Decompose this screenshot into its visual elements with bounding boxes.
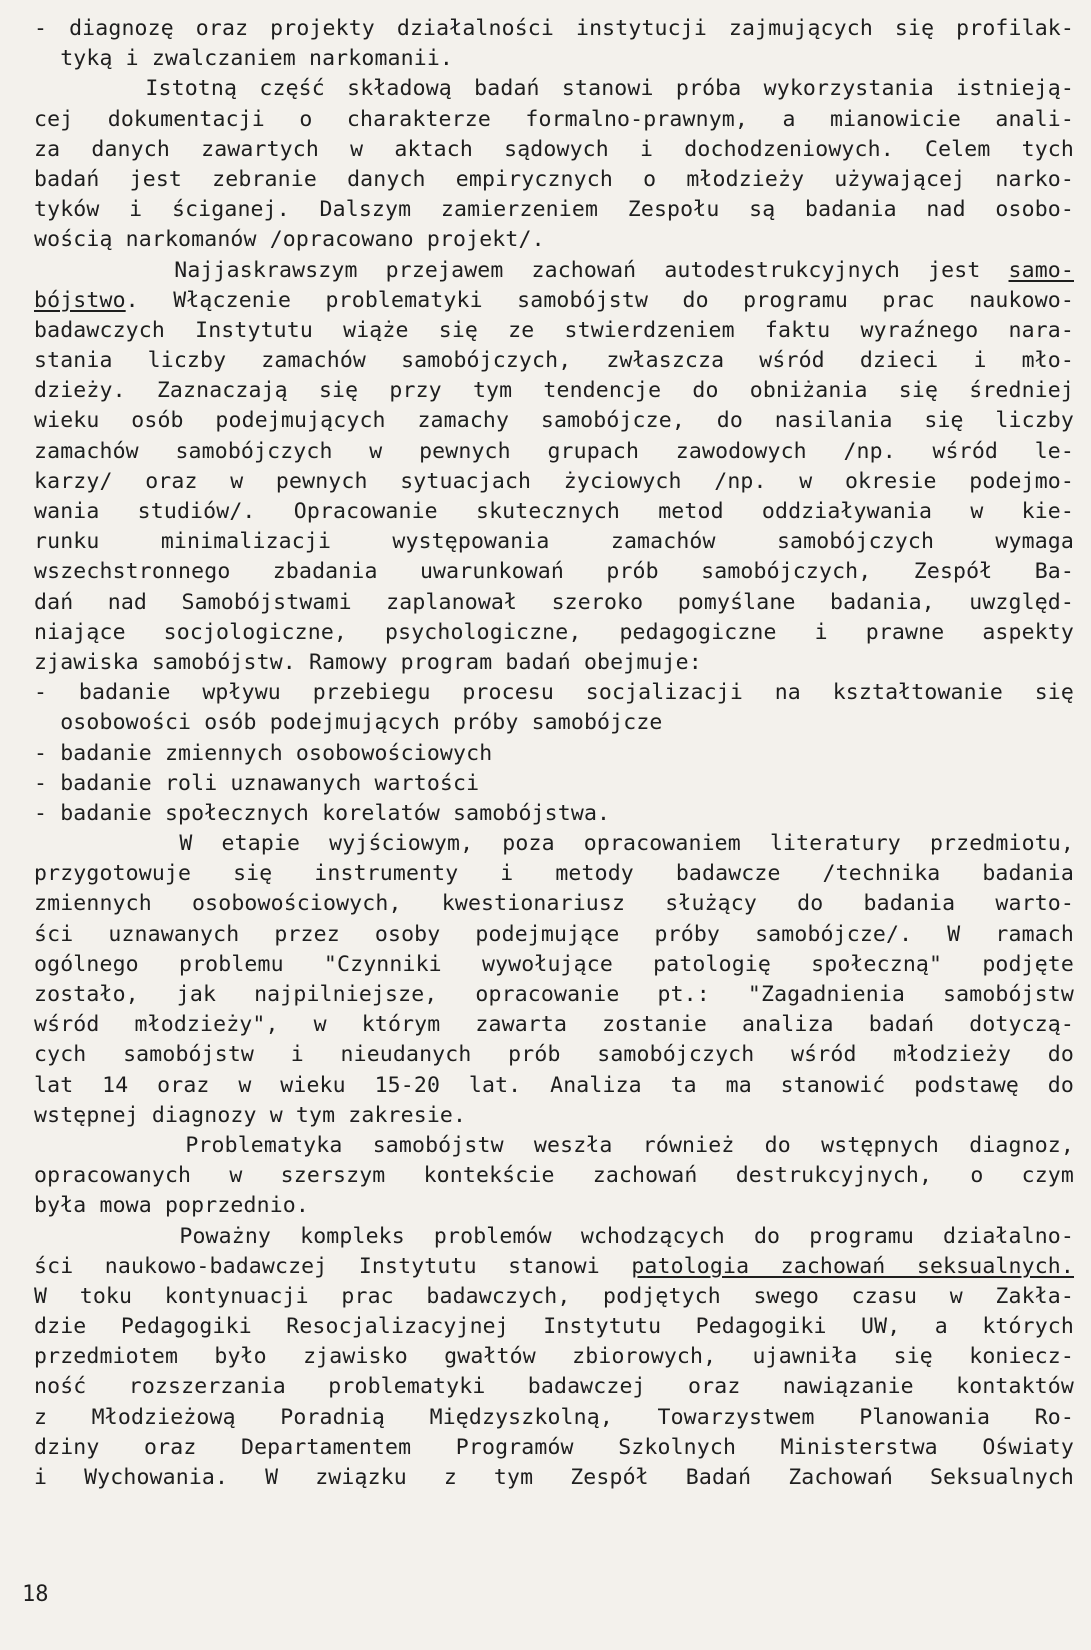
line-text: - badanie wpływu przebiegu procesu socjalizacji na kształtowanie się <box>34 680 1074 706</box>
text-line <box>34 1312 1074 1342</box>
text-line <box>34 135 1074 165</box>
line-text: dań nad Samobójstwami zaplanował szeroko pomyślane badania, uwzględ- <box>34 589 1074 615</box>
text-line <box>34 195 1074 225</box>
line-text: ści naukowo-badawczej Instytutu stanowi <box>34 1253 632 1279</box>
line-text: W etapie wyjściowym, poza opracowaniem literatury przedmiotu, <box>34 831 1074 857</box>
line-text: wieku osób podejmujących zamachy samobójcze, do nasilania się liczby <box>34 408 1074 434</box>
body-text <box>34 14 1074 1493</box>
page-number: 18 <box>22 1582 49 1607</box>
line-text: . Włączenie problematyki samobójstw do programu prac naukowo- <box>125 287 1074 313</box>
line-text: zamachów samobójczych w pewnych grupach zawodowych /np. wśród le- <box>34 438 1074 464</box>
text-line <box>34 376 1074 406</box>
text-line <box>34 920 1074 950</box>
text-line <box>34 588 1074 618</box>
line-text: dziny oraz Departamentem Programów Szkolnych Ministerstwa Oświaty <box>34 1434 1074 1460</box>
text-line <box>34 1433 1074 1463</box>
underlined-text: patologia zachowań seksualnych. <box>631 1253 1074 1279</box>
text-line <box>34 980 1074 1010</box>
text-line <box>34 527 1074 557</box>
line-text: za danych zawartych w aktach sądowych i dochodzeniowych. Celem tych <box>34 136 1074 162</box>
text-line <box>34 467 1074 497</box>
text-line <box>34 557 1074 587</box>
line-text: cych samobójstw i nieudanych prób samobójczych wśród młodzieży do <box>34 1042 1074 1068</box>
line-text: W toku kontynuacji prac badawczych, podjętych swego czasu w Zakła- <box>34 1283 1074 1309</box>
line-text: Istotną część składową badań stanowi próba wykorzystania istnieją- <box>34 76 1074 102</box>
line-text: - badanie roli uznawanych wartości <box>34 770 480 796</box>
text-line <box>34 105 1074 135</box>
line-text: Najjaskrawszym przejawem zachowań autodestrukcyjnych jest <box>34 257 1009 283</box>
line-text: - badanie zmiennych osobowościowych <box>34 740 493 766</box>
line-text: lat 14 oraz w wieku 15-20 lat. Analiza ta ma stanowić podstawę do <box>34 1072 1074 1098</box>
line-text: była mowa poprzednio. <box>34 1193 309 1219</box>
line-text: tyków i ściganej. Dalszym zamierzeniem Zespołu są badania nad osobo- <box>34 197 1074 223</box>
text-line <box>34 859 1074 889</box>
line-text: badawczych Instytutu wiąże się ze stwierdzeniem faktu wyraźnego nara- <box>34 317 1074 343</box>
text-line <box>34 1282 1074 1312</box>
text-line <box>34 286 1074 316</box>
text-line <box>34 648 1074 678</box>
text-line <box>34 165 1074 195</box>
text-line <box>34 225 1074 255</box>
line-text: cej dokumentacji o charakterze formalno-prawnym, a mianowicie anali- <box>34 106 1074 132</box>
text-line <box>34 829 1074 859</box>
text-line <box>34 1342 1074 1372</box>
text-line <box>34 1463 1074 1493</box>
line-text: wśród młodzieży", w którym zawarta zostanie analiza badań dotyczą- <box>34 1012 1074 1038</box>
text-line <box>34 44 1074 74</box>
line-text: wością narkomanów /opracowano projekt/. <box>34 227 545 253</box>
line-text: - badanie społecznych korelatów samobójstwa. <box>34 800 611 826</box>
text-line <box>34 316 1074 346</box>
line-text: runku minimalizacji występowania zamachów samobójczych wymaga <box>34 529 1074 555</box>
line-text: tyką i zwalczaniem narkomanii. <box>34 46 454 72</box>
line-text: badań jest zebranie danych empirycznych o młodzieży używającej narko- <box>34 166 1074 192</box>
text-line <box>34 1222 1074 1252</box>
text-line <box>34 1191 1074 1221</box>
text-line <box>34 74 1074 104</box>
text-line <box>34 1010 1074 1040</box>
line-text: wstępnej diagnozy w tym zakresie. <box>34 1102 467 1128</box>
text-line <box>34 14 1074 44</box>
line-text: zostało, jak najpilniejsze, opracowanie pt.: "Zagadnienia samobójstw <box>34 982 1074 1007</box>
line-text: i Wychowania. W związku z tym Zespół Badań Zachowań Seksualnych <box>34 1465 1074 1490</box>
line-text: ogólnego problemu "Czynniki wywołujące patologię społeczną" podjęte <box>34 951 1074 977</box>
line-text: z Młodzieżową Poradnią Międzyszkolną, Towarzystwem Planowania Ro- <box>34 1404 1074 1430</box>
line-text: osobowości osób podejmujących próby samobójcze <box>34 710 663 736</box>
text-line <box>34 889 1074 919</box>
text-line <box>34 1040 1074 1070</box>
line-text: Problematyka samobójstw weszła również do wstępnych diagnoz, <box>34 1132 1074 1158</box>
text-line <box>34 1403 1074 1433</box>
line-text: wszechstronnego zbadania uwarunkowań prób samobójczych, Zespół Ba- <box>34 559 1074 585</box>
line-text: stania liczby zamachów samobójczych, zwłaszcza wśród dzieci i mło- <box>34 348 1074 374</box>
text-line <box>34 618 1074 648</box>
text-line <box>34 256 1074 286</box>
text-line <box>34 1131 1074 1161</box>
text-line <box>34 1161 1074 1191</box>
text-line <box>34 1071 1074 1101</box>
line-text: zjawiska samobójstw. Ramowy program badań obejmuje: <box>34 649 702 675</box>
line-text: ści uznawanych przez osoby podejmujące próby samobójcze/. W ramach <box>34 921 1074 947</box>
line-text: - diagnozę oraz projekty działalności instytucji zajmujących się profilak- <box>34 16 1074 41</box>
text-line <box>34 708 1074 738</box>
text-line <box>34 1252 1074 1282</box>
line-text: dzie Pedagogiki Resocjalizacyjnej Instytutu Pedagogiki UW, a których <box>34 1314 1074 1340</box>
text-line <box>34 769 1074 799</box>
text-line <box>34 437 1074 467</box>
text-line <box>34 678 1074 708</box>
line-text: ność rozszerzania problematyki badawczej oraz nawiązanie kontaktów <box>34 1374 1074 1400</box>
line-text: Poważny kompleks problemów wchodzących do programu działalno- <box>34 1223 1074 1249</box>
text-line <box>34 346 1074 376</box>
text-line <box>34 799 1074 829</box>
text-line <box>34 739 1074 769</box>
line-text: dzieży. Zaznaczają się przy tym tendencje do obniżania się średniej <box>34 378 1074 404</box>
line-text: karzy/ oraz w pewnych sytuacjach życiowych /np. w okresie podejmo- <box>34 468 1074 494</box>
text-line <box>34 1101 1074 1131</box>
line-text: niające socjologiczne, psychologiczne, pedagogiczne i prawne aspekty <box>34 619 1074 645</box>
line-text: wania studiów/. Opracowanie skutecznych metod oddziaływania w kie- <box>34 499 1074 524</box>
underlined-text: samo- <box>1008 257 1074 283</box>
text-line <box>34 497 1074 527</box>
text-line <box>34 1372 1074 1402</box>
line-text: opracowanych w szerszym kontekście zachowań destrukcyjnych, o czym <box>34 1163 1074 1189</box>
line-text: przygotowuje się instrumenty i metody badawcze /technika badania <box>34 861 1074 887</box>
underlined-text: bójstwo <box>34 287 126 313</box>
line-text: przedmiotem było zjawisko gwałtów zbiorowych, ujawniła się koniecz- <box>34 1344 1074 1370</box>
line-text: zmiennych osobowościowych, kwestionariusz służący do badania warto- <box>34 891 1074 917</box>
text-line <box>34 950 1074 980</box>
text-line <box>34 406 1074 436</box>
